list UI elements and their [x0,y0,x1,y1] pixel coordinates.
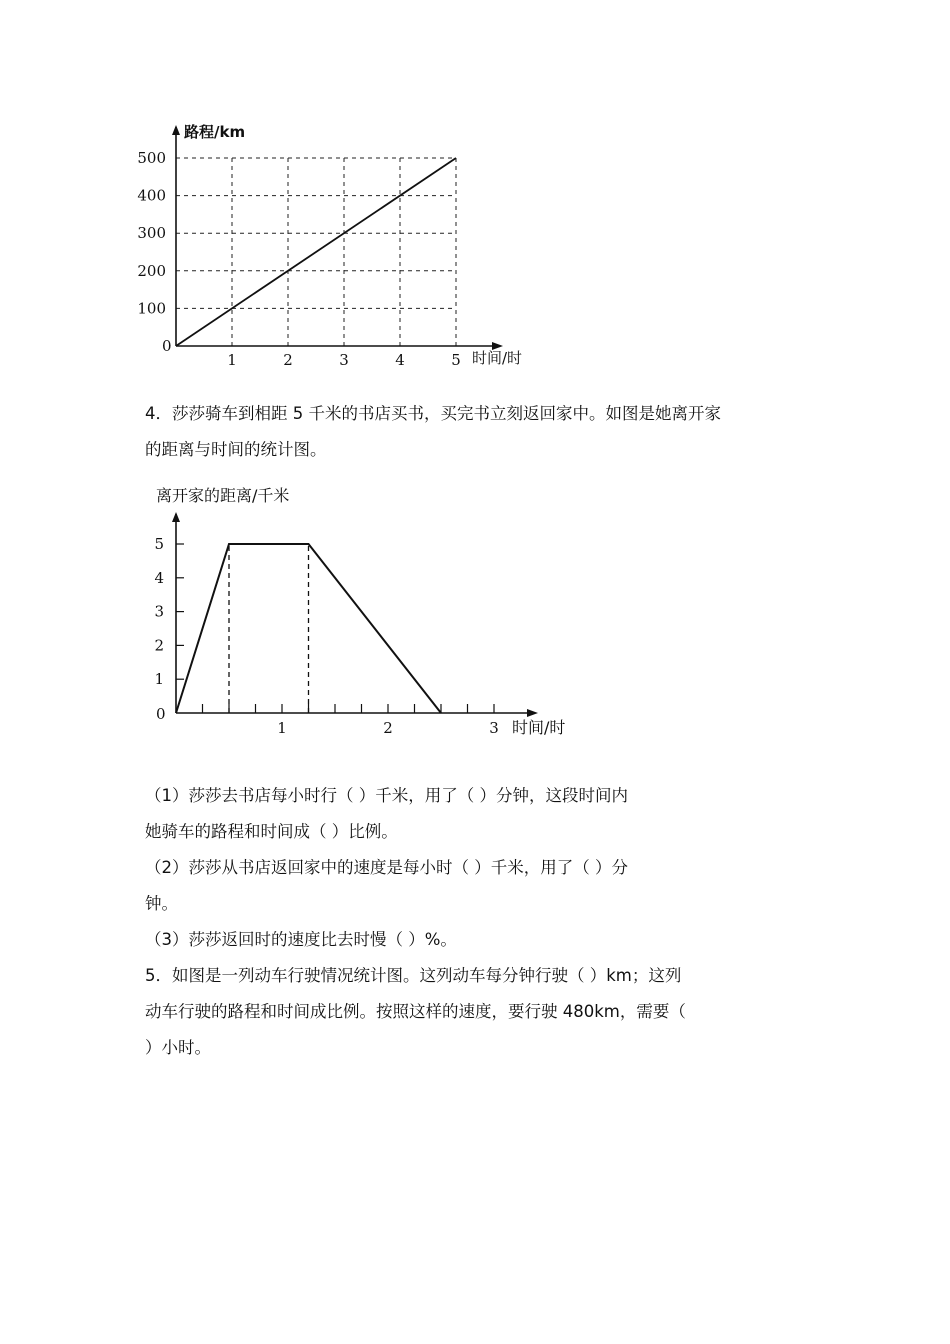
chart2-x-tick-2: 3 [489,719,499,737]
chart1-y-arrow [172,125,180,135]
chart2-x-tick-0: 1 [277,719,287,737]
chart1-x-tick-4: 5 [451,351,461,369]
chart1-tick-labels [137,149,460,369]
q5-line-3: ）小时。 [145,1038,211,1057]
chart1-x-tick-1: 2 [283,351,293,369]
q4-part2-line-1: （2）莎莎从书店返回家中的速度是每小时（ ）千米，用了（ ）分 [145,858,628,877]
distance-time-chart-1 [130,115,560,375]
chart1-y-tick-4: 500 [137,149,166,167]
chart2-axes [172,512,538,717]
chart2-tick-labels [154,535,498,737]
chart2-x-arrow [527,709,538,717]
chart1-series [176,158,456,346]
chart1-y-tick-1: 200 [137,261,166,280]
q4-part1-line-2: 她骑车的路程和时间成（ ）比例。 [145,822,398,841]
q5-line-1: 5．如图是一列动车行驶情况统计图。这列动车每分钟行驶（ ）km；这列 [145,966,682,985]
q4-part1-line-1: （1）莎莎去书店每小时行（ ）千米，用了（ ）分钟，这段时间内 [145,786,628,805]
question-4-parts [145,778,815,958]
chart1-y-axis-label: 路程/km [184,123,246,141]
chart1-x-axis-label: 时间/时 [472,349,523,367]
chart2-x-axis-label: 时间/时 [512,718,566,737]
chart1-x-tick-3: 4 [395,351,405,369]
question-5 [145,958,815,1066]
chart2-y-tick-1: 2 [154,636,164,655]
chart1-series-line-0 [176,158,456,346]
distance-time-chart-2 [140,480,580,745]
q5-line-2: 动车行驶的路程和时间成比例。按照这样的速度，要行驶 480km，需要（ [145,1002,686,1021]
question-4-intro [145,396,815,468]
chart1-y-tick-0: 100 [137,299,166,318]
q4-intro-line-1: 4．莎莎骑车到相距 5 千米的书店买书，买完书立刻返回家中。如图是她离开家 [145,404,721,423]
chart2-y-tick-3: 4 [154,568,164,587]
chart2-y-arrow [172,512,180,522]
chart1-y-tick-3: 400 [137,186,166,205]
chart2-y-axis-label: 离开家的距离/千米 [156,486,290,505]
chart1-x-tick-2: 3 [339,351,349,369]
q4-part2-line-2: 钟。 [145,894,178,913]
chart1-x-tick-0: 1 [227,351,237,369]
chart2-origin-label: 0 [156,705,166,723]
chart1-y-tick-2: 300 [137,224,166,243]
chart2-y-tick-0: 1 [154,670,164,689]
q4-intro-line-2: 的距离与时间的统计图。 [145,440,327,459]
chart2-y-tick-4: 5 [154,535,164,553]
chart2-series [176,544,441,713]
chart2-y-tick-2: 3 [154,602,164,621]
chart2-x-tick-1: 2 [383,719,393,737]
q4-part3-line-1: （3）莎莎返回时的速度比去时慢（ ）%。 [145,930,457,949]
chart1-origin-label: 0 [162,337,172,355]
